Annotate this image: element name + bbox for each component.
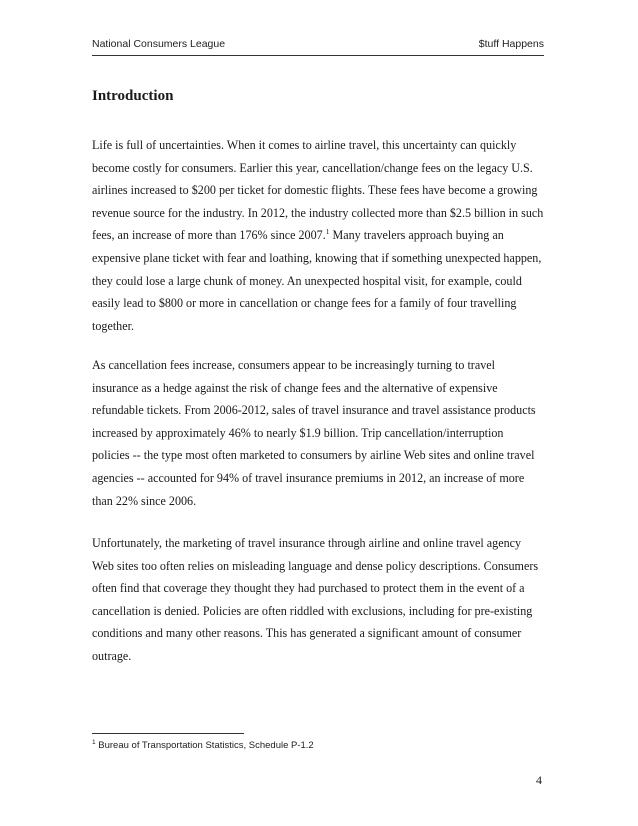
paragraph-insurance-sales: As cancellation fees increase, consumers appear to be increasingly turning to travel insurance as a hedge against the risk of change fees and the alternative of expensive refundable tickets. From 2006-2012, sales of travel insurance and travel assistance products increased by approximately 46% to nearly $1.9 billion. Trip cancellation/interruption policies -- the type most often marketed to consumers by airline Web sites and online travel agencies -- accounted for 94% of travel insurance premiums in 2012, an increase of more than 22% since 2006.: [92, 358, 536, 508]
section-title: Introduction: [92, 88, 174, 104]
page-number: 4: [536, 773, 542, 787]
footnote-divider: [92, 733, 244, 734]
paragraph-intro-text-b: Many travelers approach buying an expensive plane ticket with fear and loathing, knowing that if something unexpected happen, they could lose a large chunk of money. An unexpected hospital visit, for example, could easily lead to $800 or more in cancellation or change fees for a family of four travelling together.: [92, 228, 542, 333]
footnote-number: 1: [92, 738, 96, 746]
footnote: [92, 740, 314, 751]
footnote-text: Bureau of Transportation Statistics, Schedule P-1.2: [95, 740, 314, 751]
paragraph-marketing-issues: Unfortunately, the marketing of travel insurance through airline and online travel agency Web sites too often relies on misleading language and dense policy descriptions. Consumers often find that coverage they thought they had purchased to protect them in the event of a cancellation is denied. Policies are often riddled with exclusions, including for pre-existing conditions and many other reasons. This has generated a significant amount of consumer outrage.: [92, 536, 539, 663]
running-header: [92, 38, 544, 56]
footnote-reference: 1: [325, 227, 330, 237]
header-document-title: $tuff Happens: [478, 38, 544, 50]
paragraph-intro-text-a: Life is full of uncertainties. When it comes to airline travel, this uncertainty can quickly become costly for consumers. Earlier this year, cancellation/change fees on the legacy U.S. airlines increased to $200 per ticket for domestic flights. These fees have become a growing revenue source for the industry. In 2012, the industry collected more than $2.5 billion in such fees, an increase of more than 176% since 2007.: [92, 138, 544, 243]
header-organization: National Consumers League: [92, 38, 226, 50]
paragraph-intro: [92, 134, 544, 337]
